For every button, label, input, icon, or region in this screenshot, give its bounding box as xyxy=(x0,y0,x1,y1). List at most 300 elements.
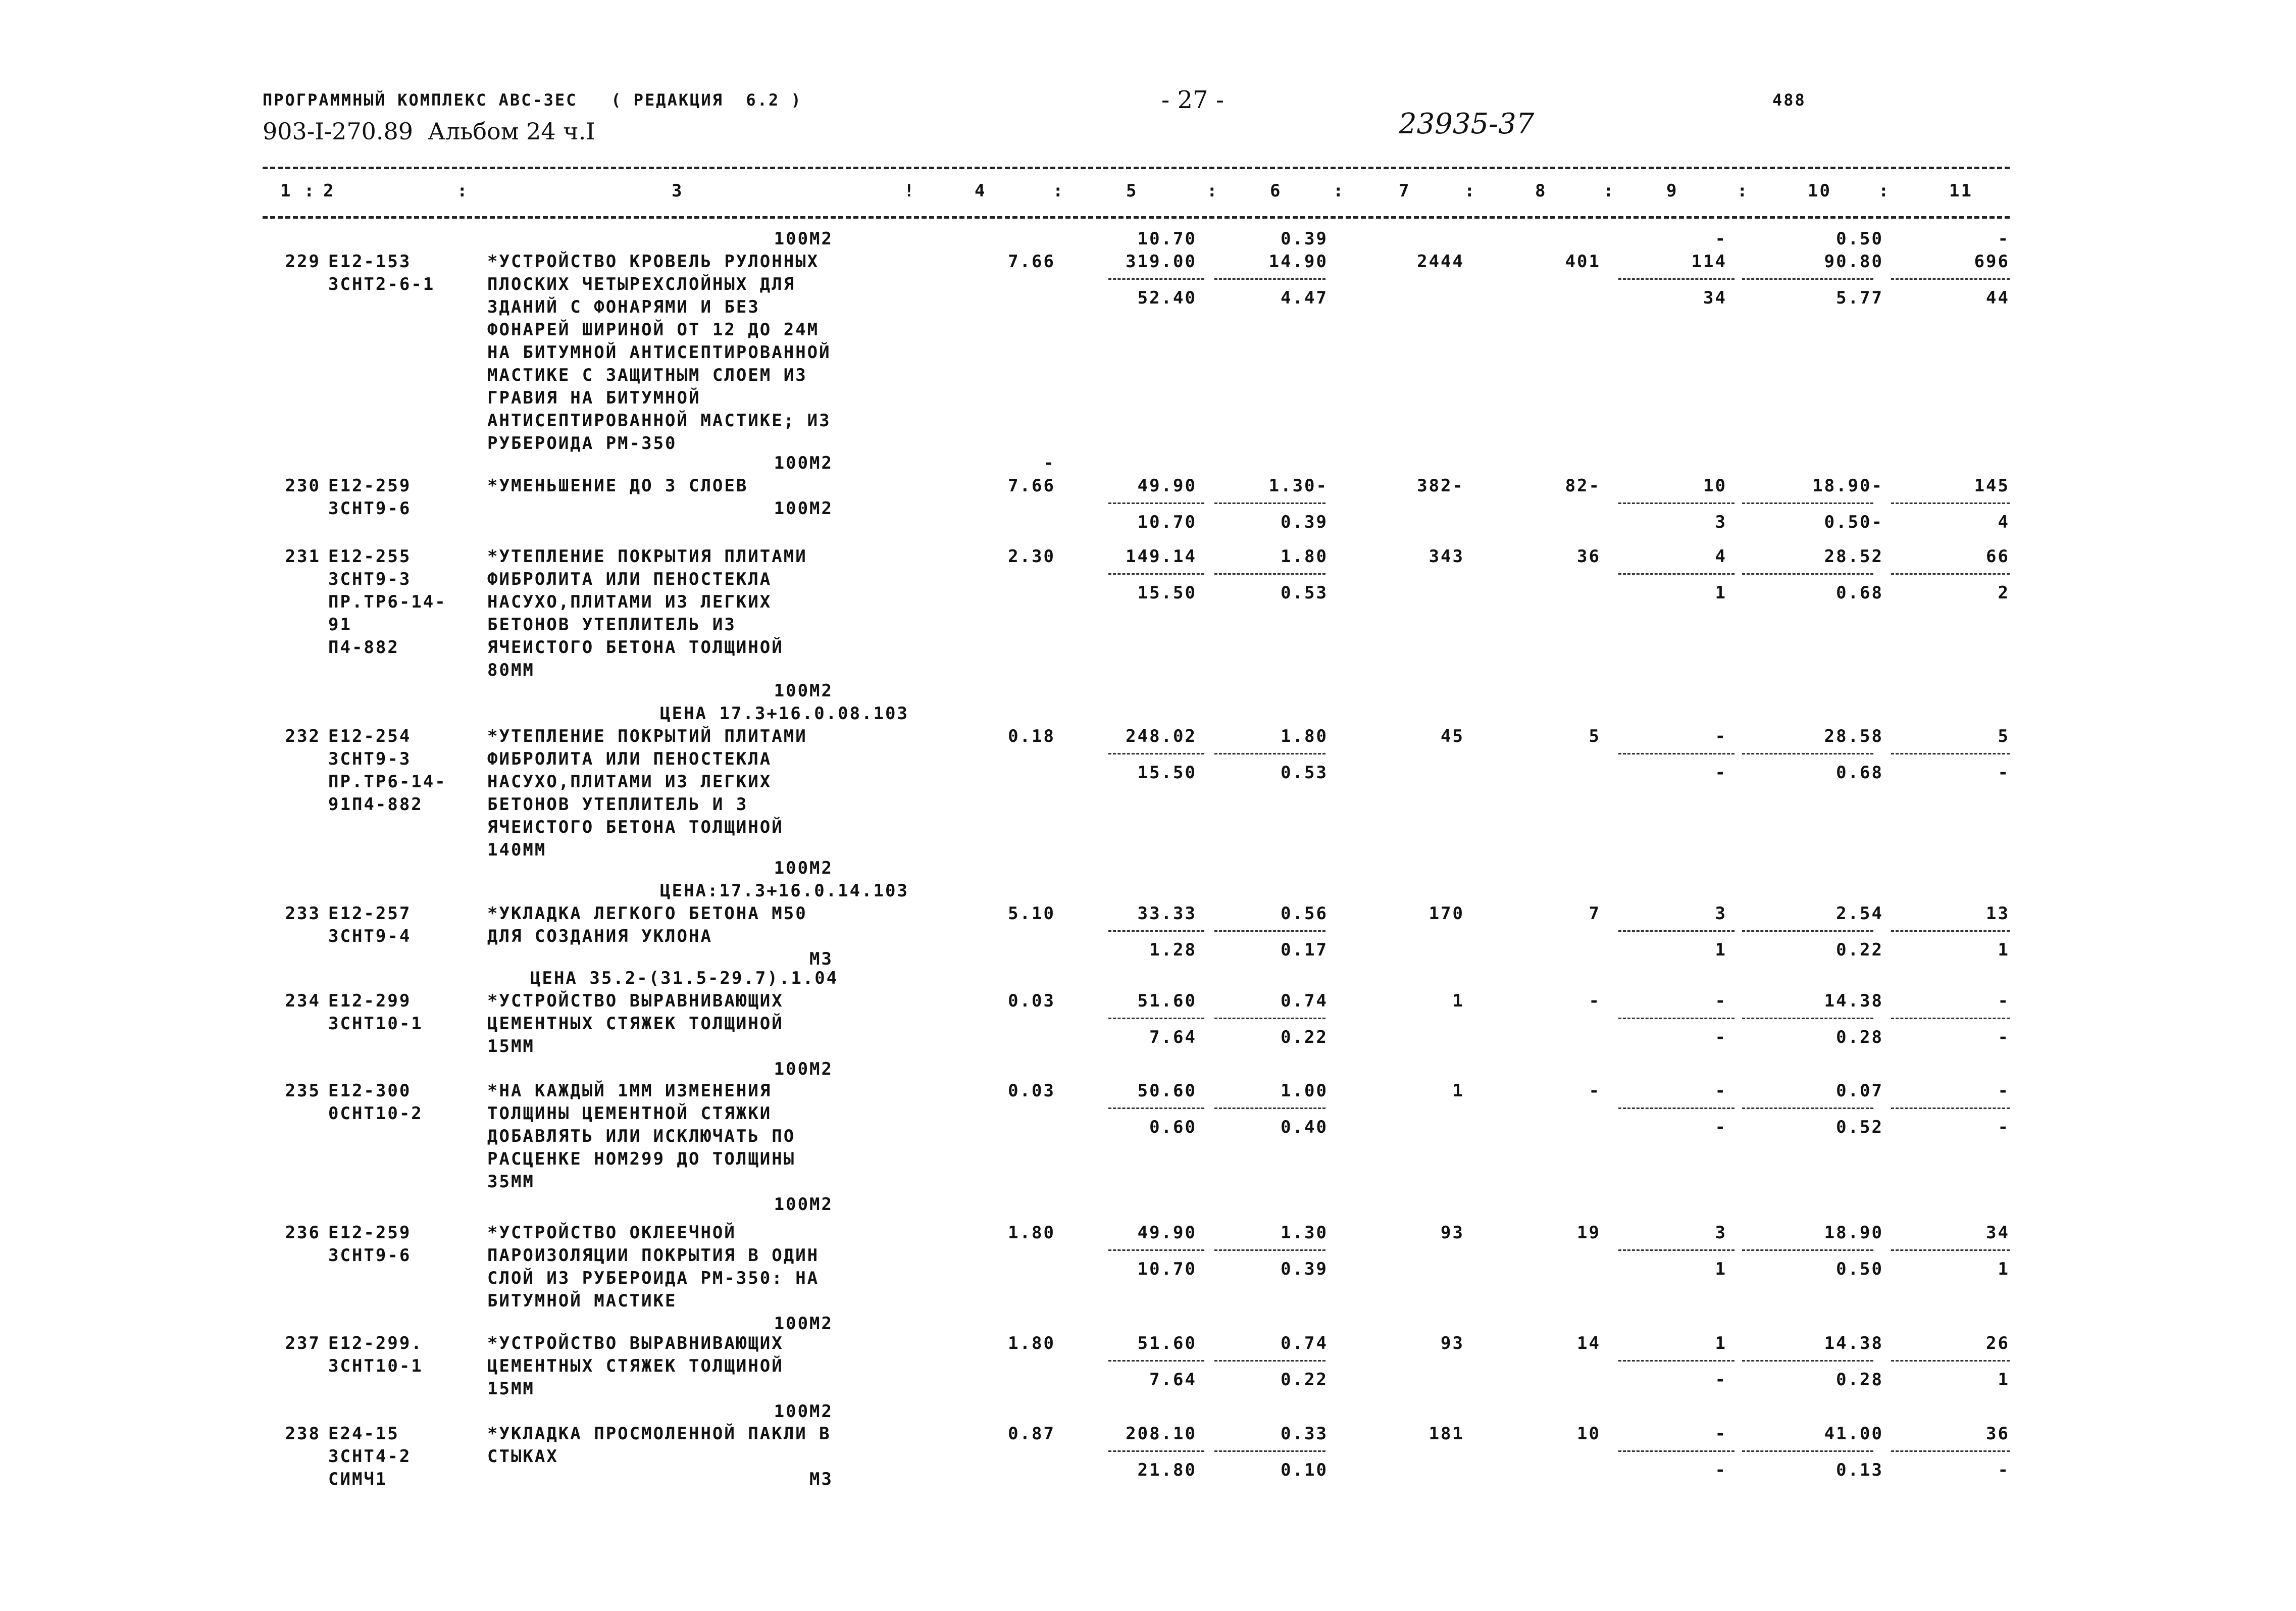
row-unit-cost: 21.80 xyxy=(1137,1460,1197,1480)
row-code: 3СНТ10-1 xyxy=(328,1356,423,1376)
row-labor-total: 696 xyxy=(1974,251,2010,272)
row-labor: 41.00 xyxy=(1824,1424,1883,1444)
labor-separator xyxy=(1891,1107,2010,1109)
row-wage-cost: 0.74 xyxy=(1281,1333,1328,1353)
row-code: П4-882 xyxy=(328,637,399,658)
row-total: 1 xyxy=(1452,1081,1464,1101)
row-wages-total: 7 xyxy=(1589,903,1601,924)
row-description: БИТУМНОЙ МАСТИКЕ xyxy=(487,1291,677,1311)
row-labor: 0.68 xyxy=(1836,583,1883,603)
labor-separator xyxy=(1891,753,2010,754)
labor-separator xyxy=(1618,1107,1734,1109)
row-quantity: 7.66 xyxy=(1008,251,1055,272)
row-machine-cost: 3 xyxy=(1715,903,1727,924)
row-unit: 100М2 xyxy=(774,1314,833,1334)
row-description: ТОЛЩИНЫ ЦЕМЕНТНОЙ СТЯЖКИ xyxy=(487,1103,772,1124)
row-machine-cost: 3 xyxy=(1715,512,1727,532)
row-wage-cost: 0.22 xyxy=(1281,1027,1328,1047)
row-description: ЦЕМЕНТНЫХ СТЯЖЕК ТОЛЩИНОЙ xyxy=(487,1014,784,1034)
row-description: ЯЧЕИСТОГО БЕТОНА ТОЛЩИНОЙ xyxy=(487,817,784,837)
row-code: ПР.ТР6-14- xyxy=(328,592,447,612)
row-unit-cost: 51.60 xyxy=(1137,991,1197,1011)
row-total: 93 xyxy=(1441,1333,1464,1353)
row-machine-cost: - xyxy=(1715,763,1727,783)
row-description: *УСТРОЙСТВО ОКЛЕЕЧНОЙ xyxy=(487,1223,736,1243)
row-description: *НА КАЖДЫЙ 1ММ ИЗМЕНЕНИЯ xyxy=(487,1081,772,1101)
row-unit-cost: 7.64 xyxy=(1149,1027,1197,1047)
cost-separator xyxy=(1214,1018,1325,1019)
cost-separator xyxy=(1108,502,1204,504)
header-top-rule xyxy=(263,167,2010,169)
labor-separator xyxy=(1891,1450,2010,1452)
row-total: 343 xyxy=(1428,546,1464,567)
row-code: Е12-259 xyxy=(328,1223,412,1243)
row-code: 3СНТ2-6-1 xyxy=(328,274,435,294)
row-unit-cost: 49.90 xyxy=(1137,476,1197,496)
row-description: НАСУХО,ПЛИТАМИ ИЗ ЛЕГКИХ xyxy=(487,592,772,612)
labor-separator xyxy=(1742,278,1873,280)
labor-separator xyxy=(1891,278,2010,280)
row-unit-cost: 0.60 xyxy=(1149,1117,1197,1137)
row-labor: 0.50 xyxy=(1836,229,1883,249)
labor-separator xyxy=(1742,1249,1873,1251)
labor-separator xyxy=(1891,1249,2010,1251)
row-code: Е12-259 xyxy=(328,476,412,496)
row-description: *УТЕПЛЕНИЕ ПОКРЫТИЯ ПЛИТАМИ xyxy=(487,546,807,567)
page-number: - 27 - xyxy=(1161,86,1224,114)
row-machine-cost: - xyxy=(1715,726,1727,746)
row-description: ЗДАНИЙ С ФОНАРЯМИ И БЕЗ xyxy=(487,297,760,317)
cost-separator xyxy=(1108,1107,1204,1109)
row-machine-cost: 1 xyxy=(1715,940,1727,960)
labor-separator xyxy=(1742,930,1873,932)
row-unit-cost: 49.90 xyxy=(1137,1223,1197,1243)
row-description: МАСТИКЕ С ЗАЩИТНЫМ СЛОЕМ ИЗ xyxy=(487,365,807,385)
row-unit-cost: 1.28 xyxy=(1149,940,1197,960)
column-header-4: ! xyxy=(904,181,916,201)
row-total: 2444 xyxy=(1417,251,1464,272)
row-unit-cost: 208.10 xyxy=(1126,1424,1197,1444)
row-description: *УКЛАДКА ПРОСМОЛЕННОЙ ПАКЛИ В xyxy=(487,1424,831,1444)
row-number: 230 xyxy=(285,476,321,496)
row-description: *УСТРОЙСТВО КРОВЕЛЬ РУЛОННЫХ xyxy=(487,251,820,272)
row-wage-cost: 0.40 xyxy=(1281,1117,1328,1137)
cost-separator xyxy=(1214,1360,1325,1362)
row-wage-cost: 1.30- xyxy=(1268,476,1328,496)
row-unit-cost: 319.00 xyxy=(1126,251,1197,272)
labor-separator xyxy=(1742,502,1873,504)
row-number: 234 xyxy=(285,991,321,1011)
row-labor: 18.90- xyxy=(1812,476,1883,496)
row-code: Е12-299 xyxy=(328,991,412,1011)
row-unit-cost: 149.14 xyxy=(1126,546,1197,567)
row-code: Е12-300 xyxy=(328,1081,412,1101)
row-description: *УМЕНЬШЕНИЕ ДО 3 СЛОЕВ xyxy=(487,476,748,496)
row-continuation: - xyxy=(1043,453,1055,473)
labor-separator xyxy=(1891,502,2010,504)
column-header-16: : xyxy=(1737,181,1749,201)
row-code: 3СНТ4-2 xyxy=(328,1446,412,1467)
row-labor: 5.77 xyxy=(1836,288,1883,308)
row-labor-total: - xyxy=(1998,763,2010,783)
column-header-3: 3 xyxy=(672,181,684,201)
column-header-0: 1 : xyxy=(280,181,316,201)
row-number: 236 xyxy=(285,1223,321,1243)
row-unit: 100М2 xyxy=(774,1059,833,1079)
row-labor: 0.50- xyxy=(1824,512,1883,532)
row-description: РУБЕРОИДА РМ-350 xyxy=(487,433,677,454)
row-wage-cost: 4.47 xyxy=(1281,288,1328,308)
row-quantity: 2.30 xyxy=(1008,546,1055,567)
labor-separator xyxy=(1618,930,1734,932)
row-quantity: 5.10 xyxy=(1008,903,1055,924)
row-quantity: 1.80 xyxy=(1008,1333,1055,1353)
row-labor-total: 36 xyxy=(1986,1424,2010,1444)
column-header-7: 5 xyxy=(1126,181,1138,201)
row-description: ФИБРОЛИТА ИЛИ ПЕНОСТЕКЛА xyxy=(487,569,772,589)
row-unit-cost: 7.64 xyxy=(1149,1370,1197,1390)
row-machine-cost: 34 xyxy=(1703,288,1727,308)
row-number: 235 xyxy=(285,1081,321,1101)
row-quantity: 1.80 xyxy=(1008,1223,1055,1243)
row-labor-total: 5 xyxy=(1998,726,2010,746)
row-machine-cost: - xyxy=(1715,1117,1727,1137)
cost-separator xyxy=(1108,1249,1204,1251)
row-wages-total: - xyxy=(1589,991,1601,1011)
row-machine-cost: 1 xyxy=(1715,1333,1727,1353)
row-description: НА БИТУМНОЙ АНТИСЕПТИРОВАННОЙ xyxy=(487,342,831,363)
row-description: 80ММ xyxy=(487,660,535,680)
row-unit: М3 xyxy=(809,1469,833,1489)
row-description: 35ММ xyxy=(487,1172,535,1192)
row-unit-cost: 10.70 xyxy=(1137,512,1197,532)
row-wages-total: 10 xyxy=(1577,1424,1601,1444)
row-wages-total: 14 xyxy=(1577,1333,1601,1353)
column-header-15: 9 xyxy=(1666,181,1678,201)
row-number: 229 xyxy=(285,251,321,272)
row-labor: 0.68 xyxy=(1836,763,1883,783)
row-code: 91П4-882 xyxy=(328,794,423,815)
row-labor-total: - xyxy=(1998,1117,2010,1137)
row-total: 181 xyxy=(1428,1424,1464,1444)
row-labor-total: 13 xyxy=(1986,903,2010,924)
column-header-14: : xyxy=(1603,181,1615,201)
row-machine-cost: 3 xyxy=(1715,1223,1727,1243)
row-machine-cost: 1 xyxy=(1715,583,1727,603)
row-labor: 0.28 xyxy=(1836,1370,1883,1390)
row-labor-total: 1 xyxy=(1998,1259,2010,1279)
row-code: СИМЧ1 xyxy=(328,1469,388,1489)
row-labor: 2.54 xyxy=(1836,903,1883,924)
cost-separator xyxy=(1214,502,1325,504)
column-header-10: : xyxy=(1333,181,1345,201)
cost-separator xyxy=(1214,1450,1325,1452)
row-labor: 0.22 xyxy=(1836,940,1883,960)
labor-separator xyxy=(1891,1018,2010,1019)
cost-separator xyxy=(1108,1450,1204,1452)
cost-separator xyxy=(1108,278,1204,280)
row-unit-cost: 15.50 xyxy=(1137,763,1197,783)
row-number: 237 xyxy=(285,1333,321,1353)
row-wages-total: 36 xyxy=(1577,546,1601,567)
row-labor: 14.38 xyxy=(1824,991,1883,1011)
row-code: 3СНТ9-4 xyxy=(328,926,412,946)
labor-separator xyxy=(1618,1249,1734,1251)
row-quantity: 0.03 xyxy=(1008,991,1055,1011)
row-code: 0СНТ10-2 xyxy=(328,1103,423,1124)
row-unit: 100М2 xyxy=(774,453,833,473)
row-wage-cost: 0.10 xyxy=(1281,1460,1328,1480)
cost-separator xyxy=(1108,1360,1204,1362)
row-labor: 0.07 xyxy=(1836,1081,1883,1101)
column-header-19: 11 xyxy=(1949,181,1973,201)
row-quantity: 0.87 xyxy=(1008,1424,1055,1444)
row-unit: 100М2 xyxy=(774,498,833,519)
row-wage-cost: 0.22 xyxy=(1281,1370,1328,1390)
row-code: Е12-255 xyxy=(328,546,412,567)
row-wage-cost: 1.80 xyxy=(1281,546,1328,567)
row-description: АНТИСЕПТИРОВАННОЙ МАСТИКЕ; ИЗ xyxy=(487,411,831,431)
row-labor-total: 2 xyxy=(1998,583,2010,603)
column-header-12: : xyxy=(1464,181,1476,201)
column-header-17: 10 xyxy=(1808,181,1831,201)
row-unit-cost: 10.70 xyxy=(1137,229,1197,249)
row-total: 93 xyxy=(1441,1223,1464,1243)
labor-separator xyxy=(1618,502,1734,504)
row-machine-cost: - xyxy=(1715,1370,1727,1390)
row-labor: 28.52 xyxy=(1824,546,1883,567)
labor-separator xyxy=(1742,1018,1873,1019)
labor-separator xyxy=(1618,278,1734,280)
row-labor: 18.90 xyxy=(1824,1223,1883,1243)
column-header-8: : xyxy=(1207,181,1219,201)
row-unit-cost: 52.40 xyxy=(1137,288,1197,308)
row-description: ДЛЯ СОЗДАНИЯ УКЛОНА xyxy=(487,926,712,946)
row-total: 170 xyxy=(1428,903,1464,924)
row-unit: 100М2 xyxy=(774,229,833,249)
row-code: Е12-254 xyxy=(328,726,412,746)
row-wage-cost: 0.53 xyxy=(1281,583,1328,603)
row-labor-total: 44 xyxy=(1986,288,2010,308)
row-quantity: 0.18 xyxy=(1008,726,1055,746)
row-machine-cost: - xyxy=(1715,1424,1727,1444)
cost-separator xyxy=(1214,278,1325,280)
album-title: 903-I-270.89 Альбом 24 ч.I xyxy=(263,118,595,145)
row-code: 3СНТ9-6 xyxy=(328,498,412,519)
cost-separator xyxy=(1214,753,1325,754)
row-code: Е24-15 xyxy=(328,1424,399,1444)
row-wage-cost: 0.39 xyxy=(1281,1259,1328,1279)
header-bottom-rule xyxy=(263,216,2010,219)
row-description: ЯЧЕИСТОГО БЕТОНА ТОЛЩИНОЙ xyxy=(487,637,784,658)
row-labor-total: 34 xyxy=(1986,1223,2010,1243)
row-price-note: ЦЕНА 17.3+16.0.08.103 xyxy=(660,703,909,724)
row-machine-cost: - xyxy=(1715,1460,1727,1480)
row-wage-cost: 1.00 xyxy=(1281,1081,1328,1101)
row-labor-total: 145 xyxy=(1974,476,2010,496)
row-description: СЛОЙ ИЗ РУБЕРОИДА РМ-350: НА xyxy=(487,1268,820,1288)
cost-separator xyxy=(1108,573,1204,575)
row-description: 15ММ xyxy=(487,1036,535,1056)
cost-separator xyxy=(1214,1107,1325,1109)
row-description: ПАРОИЗОЛЯЦИИ ПОКРЫТИЯ В ОДИН xyxy=(487,1245,820,1266)
row-labor: 0.50 xyxy=(1836,1259,1883,1279)
row-unit: 100М2 xyxy=(774,681,833,701)
row-quantity: 7.66 xyxy=(1008,476,1055,496)
row-number: 238 xyxy=(285,1424,321,1444)
row-description: ПЛОСКИХ ЧЕТЫРЕХСЛОЙНЫХ ДЛЯ xyxy=(487,274,796,294)
row-labor-total: - xyxy=(1998,1081,2010,1101)
row-code: 3СНТ9-3 xyxy=(328,749,412,769)
column-header-6: : xyxy=(1053,181,1065,201)
labor-separator xyxy=(1742,1107,1873,1109)
row-unit: 100М2 xyxy=(774,858,833,878)
row-code: 3СНТ10-1 xyxy=(328,1014,423,1034)
row-code: Е12-257 xyxy=(328,903,412,924)
column-header-11: 7 xyxy=(1399,181,1411,201)
row-description: СТЫКАХ xyxy=(487,1446,558,1467)
row-unit: 100М2 xyxy=(774,1194,833,1215)
row-machine-cost: - xyxy=(1715,1027,1727,1047)
cost-separator xyxy=(1214,930,1325,932)
row-code: 3СНТ9-6 xyxy=(328,1245,412,1266)
row-labor: 90.80 xyxy=(1824,251,1883,272)
row-wage-cost: 1.30 xyxy=(1281,1223,1328,1243)
cost-separator xyxy=(1108,930,1204,932)
row-description: *УСТРОЙСТВО ВЫРАВНИВАЮЩИХ xyxy=(487,991,784,1011)
labor-separator xyxy=(1618,753,1734,754)
row-unit-cost: 10.70 xyxy=(1137,1259,1197,1279)
row-description: 140ММ xyxy=(487,840,547,860)
cost-separator xyxy=(1214,573,1325,575)
row-machine-cost: 1 xyxy=(1715,1259,1727,1279)
row-code: Е12-299. xyxy=(328,1333,423,1353)
row-machine-cost: - xyxy=(1715,229,1727,249)
row-wage-cost: 0.56 xyxy=(1281,903,1328,924)
row-unit-cost: 50.60 xyxy=(1137,1081,1197,1101)
row-wage-cost: 1.80 xyxy=(1281,726,1328,746)
row-labor-total: 66 xyxy=(1986,546,2010,567)
column-header-18: : xyxy=(1878,181,1891,201)
program-header: ПРОГРАММНЫЙ КОМПЛЕКС АВС-3ЕС ( РЕДАКЦИЯ 6.2 ) xyxy=(263,90,802,110)
row-description: НАСУХО,ПЛИТАМИ ИЗ ЛЕГКИХ xyxy=(487,772,772,792)
cost-separator xyxy=(1108,1018,1204,1019)
row-quantity: 0.03 xyxy=(1008,1081,1055,1101)
row-description: БЕТОНОВ УТЕПЛИТЕЛЬ И З xyxy=(487,794,748,815)
row-labor-total: 4 xyxy=(1998,512,2010,532)
row-machine-cost: 4 xyxy=(1715,546,1727,567)
row-description: ЦЕМЕНТНЫХ СТЯЖЕК ТОЛЩИНОЙ xyxy=(487,1356,784,1376)
row-labor-total: 1 xyxy=(1998,940,2010,960)
row-wages-total: - xyxy=(1589,1081,1601,1101)
labor-separator xyxy=(1742,1360,1873,1362)
row-unit: ЦЕНА 35.2-(31.5-29.7).1.04 xyxy=(530,968,839,988)
row-description: *УТЕПЛЕНИЕ ПОКРЫТИЙ ПЛИТАМИ xyxy=(487,726,807,746)
row-total: 382- xyxy=(1417,476,1464,496)
row-wages-total: 401 xyxy=(1565,251,1601,272)
row-code: 91 xyxy=(328,615,352,635)
column-header-9: 6 xyxy=(1270,181,1282,201)
row-machine-cost: 10 xyxy=(1703,476,1727,496)
labor-separator xyxy=(1618,1450,1734,1452)
row-description: 15ММ xyxy=(487,1379,535,1399)
labor-separator xyxy=(1618,1018,1734,1019)
document-number: 23935-37 xyxy=(1399,108,1535,140)
labor-separator xyxy=(1891,930,2010,932)
row-description: ФИБРОЛИТА ИЛИ ПЕНОСТЕКЛА xyxy=(487,749,772,769)
labor-separator xyxy=(1742,573,1873,575)
cost-separator xyxy=(1214,1249,1325,1251)
row-wages-total: 82- xyxy=(1565,476,1601,496)
row-description: ФОНАРЕЙ ШИРИНОЙ ОТ 12 ДО 24М xyxy=(487,320,820,340)
row-price-note: ЦЕНА:17.3+16.0.14.103 xyxy=(660,881,909,901)
row-description: *УСТРОЙСТВО ВЫРАВНИВАЮЩИХ xyxy=(487,1333,784,1353)
row-number: 233 xyxy=(285,903,321,924)
row-wage-cost: 0.74 xyxy=(1281,991,1328,1011)
row-wages-total: 19 xyxy=(1577,1223,1601,1243)
row-labor-total: 1 xyxy=(1998,1370,2010,1390)
row-total: 45 xyxy=(1441,726,1464,746)
column-header-2: : xyxy=(457,181,469,201)
row-unit-cost: 248.02 xyxy=(1126,726,1197,746)
column-header-13: 8 xyxy=(1535,181,1547,201)
row-unit: 100М2 xyxy=(774,1401,833,1422)
row-unit-cost: 33.33 xyxy=(1137,903,1197,924)
cost-separator xyxy=(1108,753,1204,754)
row-wage-cost: 0.17 xyxy=(1281,940,1328,960)
row-description: *УКЛАДКА ЛЕГКОГО БЕТОНА М50 xyxy=(487,903,807,924)
labor-separator xyxy=(1618,1360,1734,1362)
row-labor-total: - xyxy=(1998,991,2010,1011)
row-wages-total: 5 xyxy=(1589,726,1601,746)
row-machine-cost: - xyxy=(1715,991,1727,1011)
row-labor: 0.52 xyxy=(1836,1117,1883,1137)
row-machine-cost: 114 xyxy=(1691,251,1727,272)
row-labor-total: 26 xyxy=(1986,1333,2010,1353)
sheet-code: 488 xyxy=(1772,90,1806,110)
row-unit-cost: 51.60 xyxy=(1137,1333,1197,1353)
row-number: 232 xyxy=(285,726,321,746)
row-description: ДОБАВЛЯТЬ ИЛИ ИСКЛЮЧАТЬ ПО xyxy=(487,1126,796,1146)
labor-separator xyxy=(1891,573,2010,575)
labor-separator xyxy=(1618,573,1734,575)
labor-separator xyxy=(1891,1360,2010,1362)
row-code: ПР.ТР6-14- xyxy=(328,772,447,792)
row-labor: 0.28 xyxy=(1836,1027,1883,1047)
row-wage-cost: 0.33 xyxy=(1281,1424,1328,1444)
row-unit-cost: 15.50 xyxy=(1137,583,1197,603)
row-code: Е12-153 xyxy=(328,251,412,272)
row-number: 231 xyxy=(285,546,321,567)
row-labor-total: - xyxy=(1998,229,2010,249)
column-header-1: 2 xyxy=(323,181,335,201)
row-labor-total: - xyxy=(1998,1460,2010,1480)
row-description: ГРАВИЯ НА БИТУМНОЙ xyxy=(487,388,701,408)
row-labor-total: - xyxy=(1998,1027,2010,1047)
row-total: 1 xyxy=(1452,991,1464,1011)
row-labor: 0.13 xyxy=(1836,1460,1883,1480)
row-description: БЕТОНОВ УТЕПЛИТЕЛЬ ИЗ xyxy=(487,615,736,635)
row-wage-cost: 14.90 xyxy=(1268,251,1328,272)
row-wage-cost: 0.39 xyxy=(1281,229,1328,249)
labor-separator xyxy=(1742,753,1873,754)
labor-separator xyxy=(1742,1450,1873,1452)
row-description: РАСЦЕНКЕ НОМ299 ДО ТОЛЩИНЫ xyxy=(487,1149,796,1169)
column-header-5: 4 xyxy=(975,181,987,201)
row-machine-cost: - xyxy=(1715,1081,1727,1101)
row-wage-cost: 0.53 xyxy=(1281,763,1328,783)
row-unit: М3 xyxy=(809,949,833,969)
